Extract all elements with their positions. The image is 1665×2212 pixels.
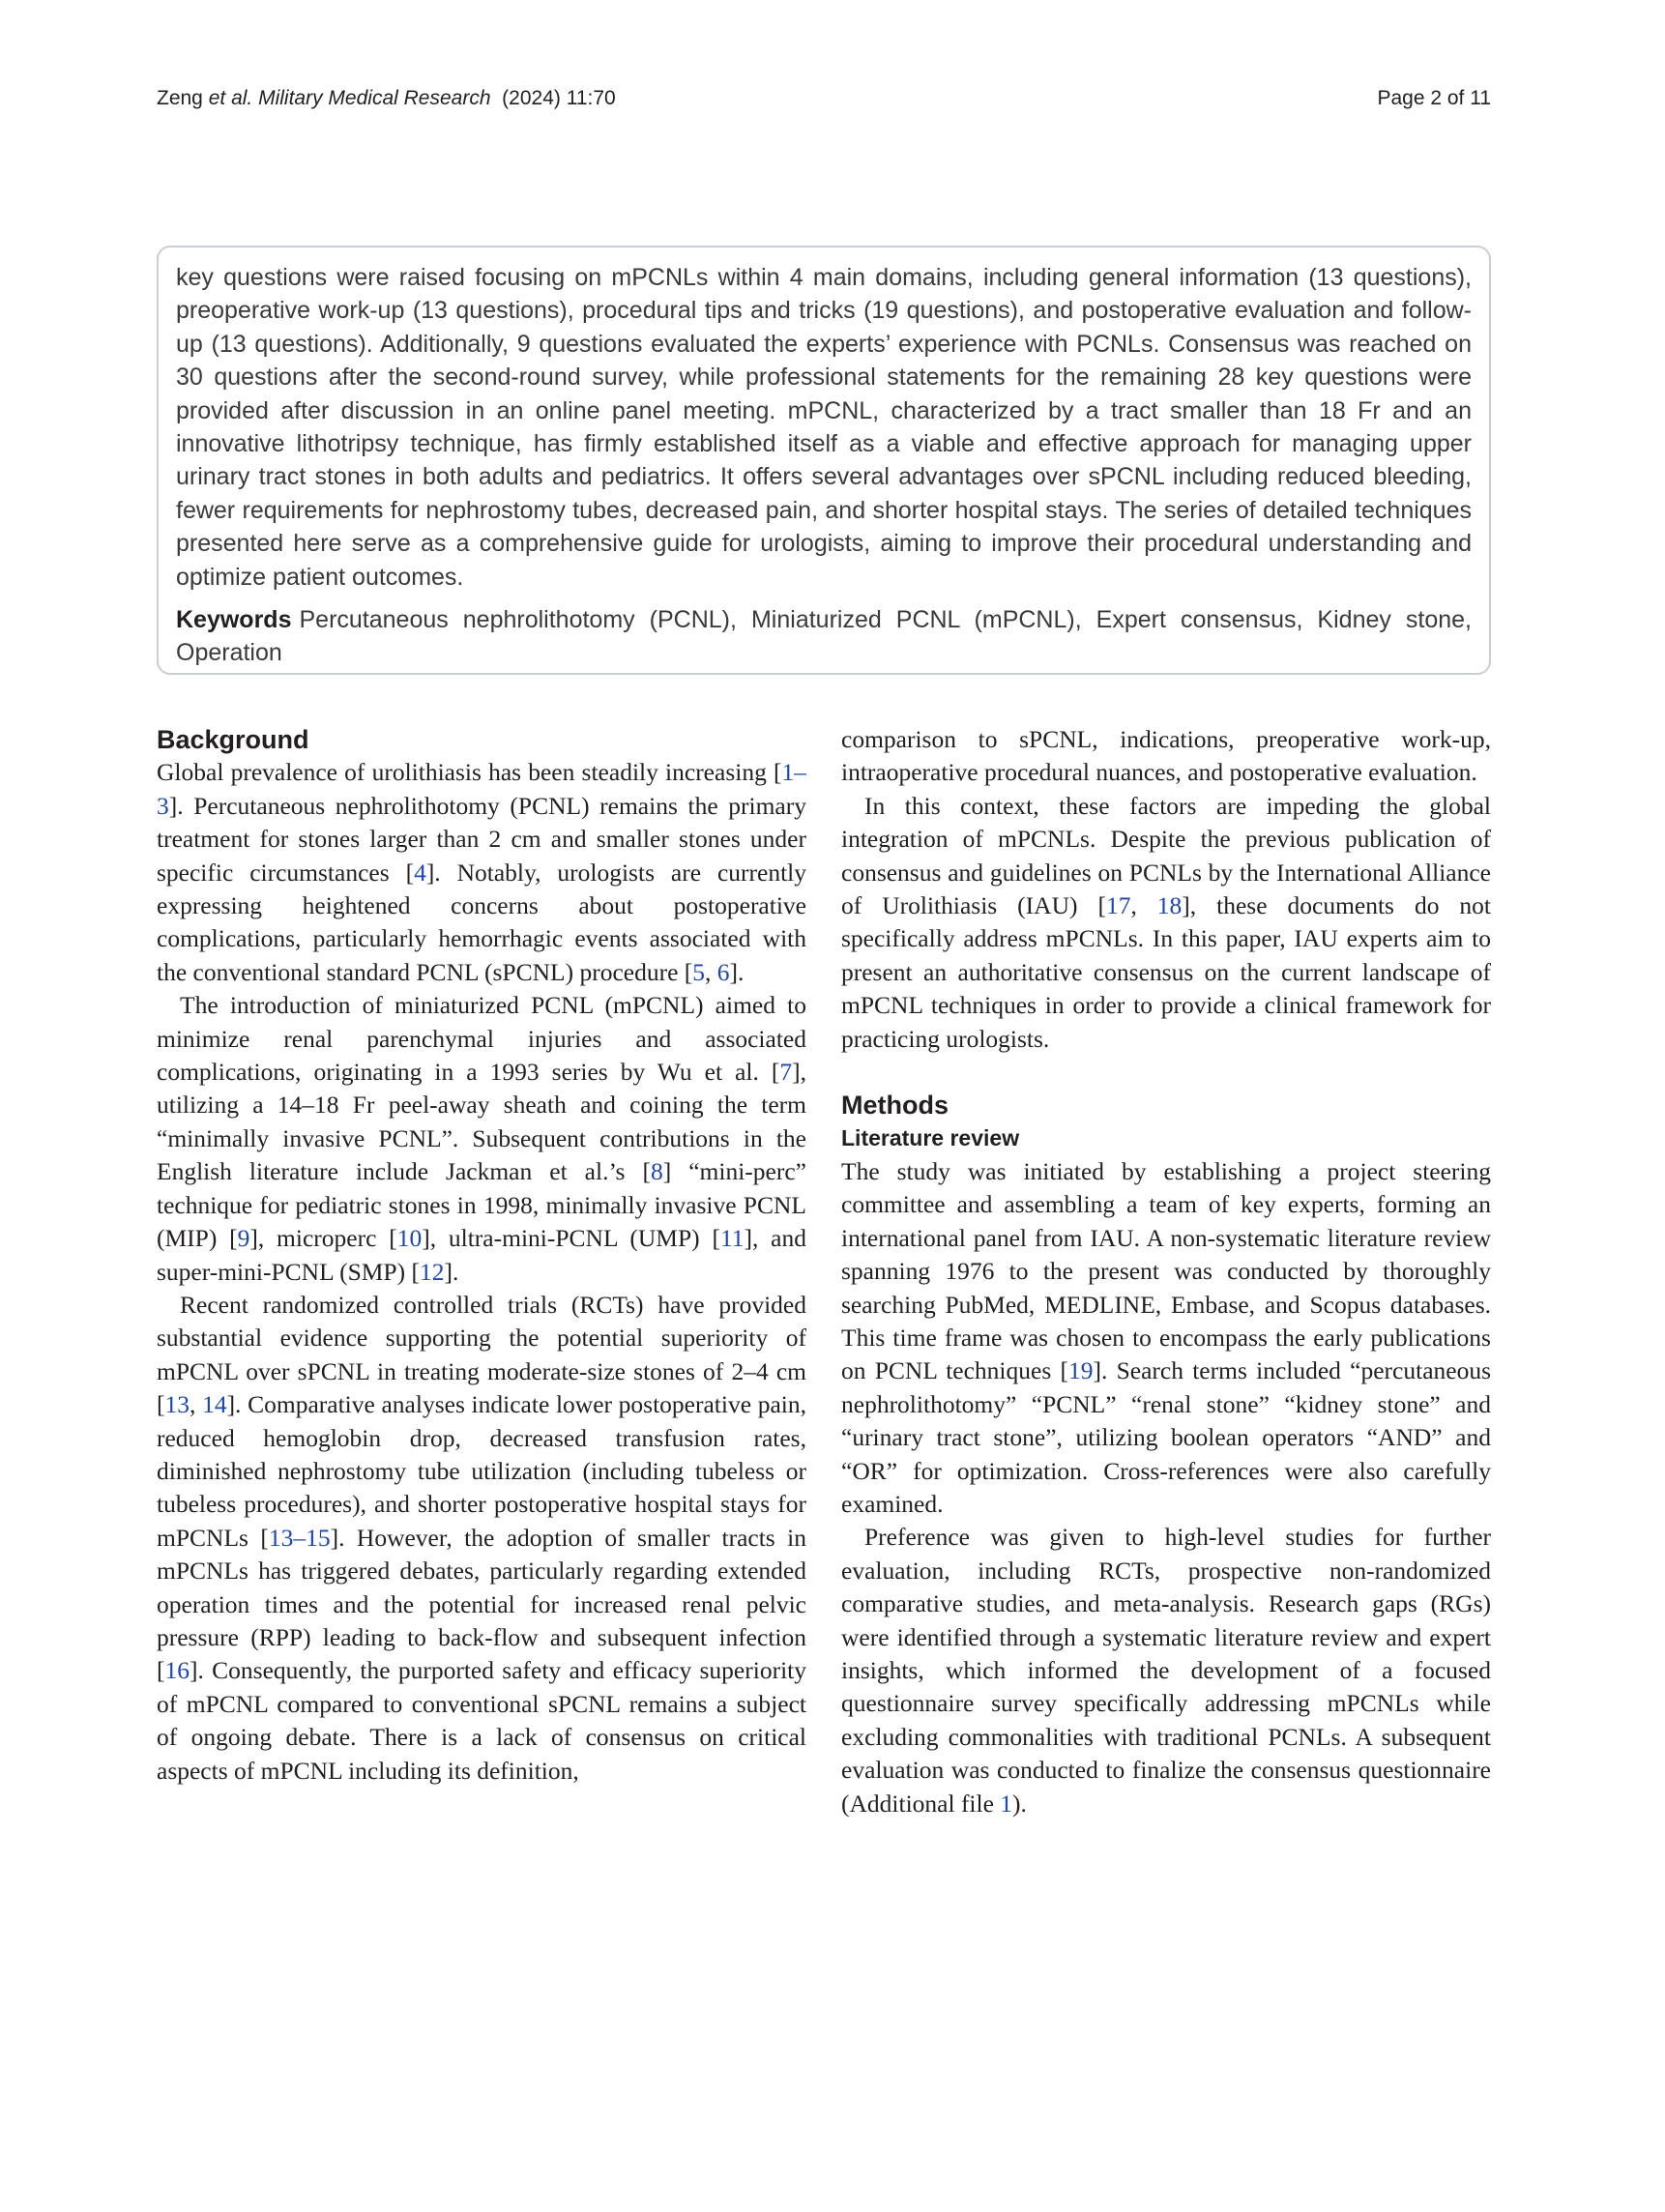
background-paragraph: The introduction of miniaturized PCNL (mPCNL) aimed to minimize renal parenchymal injuries and associated complications, originating in a 1993 series by Wu et al. [7], utilizing a 14–18 Fr peel-away sheath and coining the term “minimally invasive PCNL”. Subsequent contributions in the English literature include Jackman et al.’s [8] “mini-perc” technique for pediatric stones in 1998, minimally invasive PCNL (MIP) [9], microperc [10], ultra-mini-PCNL (UMP) [11], and super-mini-PCNL (SMP) [12].: [157, 991, 807, 1286]
background-paragraph: In this context, these factors are impeding the global integration of mPCNLs. Despite the previous publication of consensus and guidelines on PCNLs by the International Alliance of Urolithiasis (IAU) [17, 18], these documents do not specifically address mPCNLs. In this paper, IAU experts aim to present an authoritative consensus on the current landscape of mPCNL techniques in order to provide a clinical framework for practicing urologists.: [841, 791, 1491, 1053]
page-number: Page 2 of 11: [1377, 87, 1491, 109]
reference-link[interactable]: 17: [1105, 891, 1131, 920]
reference-link[interactable]: 7: [779, 1058, 793, 1087]
reference-link[interactable]: 12: [419, 1257, 445, 1286]
reference-link[interactable]: 1: [1000, 1789, 1013, 1818]
background-paragraph: Recent randomized controlled trials (RCTs) have provided substantial evidence supporting the potential superiority of mPCNL over sPCNL in treating moderate-size stones of 2–4 cm [13, 14]. Comparative analyses indicate lower postoperative pain, reduced hemoglobin drop, decreased transfusion rates, diminished nephrostomy tube utilization (including tubeless or tubeless procedures), and shorter postoperative hospital stays for mPCNLs [13–15]. However, the adoption of smaller tracts in mPCNLs has triggered debates, particularly regarding extended operation times and the potential for increased renal pelvic pressure (RPP) leading to back-flow and subsequent infection [16]. Consequently, the purported safety and efficacy superiority of mPCNL compared to conventional sPCNL remains a subject of ongoing debate. There is a lack of consensus on critical aspects of mPCNL including its definition,: [157, 1290, 807, 1785]
background-continued: [841, 723, 1491, 790]
citation-line: [157, 87, 616, 110]
header-volume: 11:70: [566, 87, 616, 109]
methods-paragraph: Preference was given to high-level studies for further evaluation, including RCTs, prospective non-randomized comparative studies, and meta-analysis. Research gaps (RGs) were identified through a systematic literature review and expert insights, which informed the development of a focused questionnaire survey specifically addressing mPCNLs while excluding commonalities with traditional PCNLs. A subsequent evaluation was conducted to finalize the consensus questionnaire (Additional file 1).: [841, 1523, 1491, 1818]
reference-link[interactable]: 1–3: [157, 758, 806, 820]
reference-link[interactable]: 4: [414, 858, 426, 887]
journal-name: Military Medical Research: [258, 87, 491, 109]
reference-link[interactable]: 13: [164, 1390, 190, 1419]
background-paragraph: Global prevalence of urolithiasis has been steadily increasing [1–3]. Percutaneous nephrolithotomy (PCNL) remains the primary treatment for stones larger than 2 cm and smaller stones under specific circumstances [4]. Notably, urologists are currently expressing heightened concerns about postoperative complications, particularly hemorrhagic events associated with the conventional standard PCNL (sPCNL) procedure [5, 6].: [157, 758, 806, 986]
methods-paragraph: The study was initiated by establishing a project steering committee and assembling a team of key experts, forming an international panel from IAU. A non-systematic literature review spanning 1976 to the present was conducted by thoroughly searching PubMed, MEDLINE, Embase, and Scopus databases. This time frame was chosen to encompass the early publications on PCNL techniques [19]. Search terms included “percutaneous nephrolithotomy” “PCNL” “renal stone” “kidney stone” and “urinary tract stone”, utilizing boolean operators “AND” and “OR” for optimization. Cross-references were also carefully examined.: [841, 1156, 1491, 1518]
reference-link[interactable]: 16: [164, 1656, 190, 1685]
keywords: [176, 603, 1472, 670]
reference-link[interactable]: 9: [237, 1224, 250, 1253]
reference-link[interactable]: 6: [716, 957, 730, 986]
background-paragraph-continued: comparison to sPCNL, indications, preoperative work-up, intraoperative procedural nuances, and postoperative evaluation.: [841, 725, 1491, 787]
reference-link[interactable]: 5: [692, 957, 706, 986]
running-head: [157, 87, 1491, 120]
reference-link[interactable]: 8: [650, 1157, 663, 1186]
reference-link[interactable]: 11: [719, 1224, 745, 1253]
right-column: [841, 723, 1491, 1820]
header-authors: Zeng: [157, 87, 203, 109]
reference-link[interactable]: 18: [1156, 891, 1183, 920]
reference-link[interactable]: 10: [396, 1224, 423, 1253]
header-year: (2024): [502, 87, 561, 109]
keywords-label: Keywords: [176, 606, 292, 634]
methods-heading: Methods: [841, 1091, 949, 1121]
left-column: [157, 723, 806, 1788]
abstract-text: key questions were raised focusing on mPCNLs within 4 main domains, including general information (13 questions), preoperative work-up (13 questions), procedural tips and tricks (19 questions), and postoperative evaluation and follow-up (13 questions). Additionally, 9 questions evaluated the experts’ experience with PCNLs. Consensus was reached on 30 questions after the second-round survey, while professional statements for the remaining 28 key questions were provided after discussion in an online panel meeting. mPCNL, characterized by a tract smaller than 18 Fr and an innovative lithotripsy technique, has firmly established itself as a viable and effective approach for managing upper urinary tract stones in both adults and pediatrics. It offers several advantages over sPCNL including reduced bleeding, fewer requirements for nephrostomy tubes, decreased pain, and shorter hospital stays. The series of detailed techniques presented here serve as a comprehensive guide for urologists, aiming to improve their procedural understanding and optimize patient outcomes.: [176, 264, 1472, 591]
reference-link[interactable]: 13–15: [268, 1523, 331, 1552]
keywords-list: Percutaneous nephrolithotomy (PCNL), Miniaturized PCNL (mPCNL), Expert consensus, Kidney stone, Operation: [176, 606, 1472, 667]
header-etal: et al.: [208, 87, 253, 109]
background-heading: Background: [157, 725, 309, 754]
reference-link[interactable]: 14: [202, 1390, 227, 1419]
abstract-box: [157, 246, 1491, 675]
literature-review-subheading: Literature review: [841, 1125, 1020, 1151]
reference-link[interactable]: 19: [1068, 1356, 1094, 1385]
